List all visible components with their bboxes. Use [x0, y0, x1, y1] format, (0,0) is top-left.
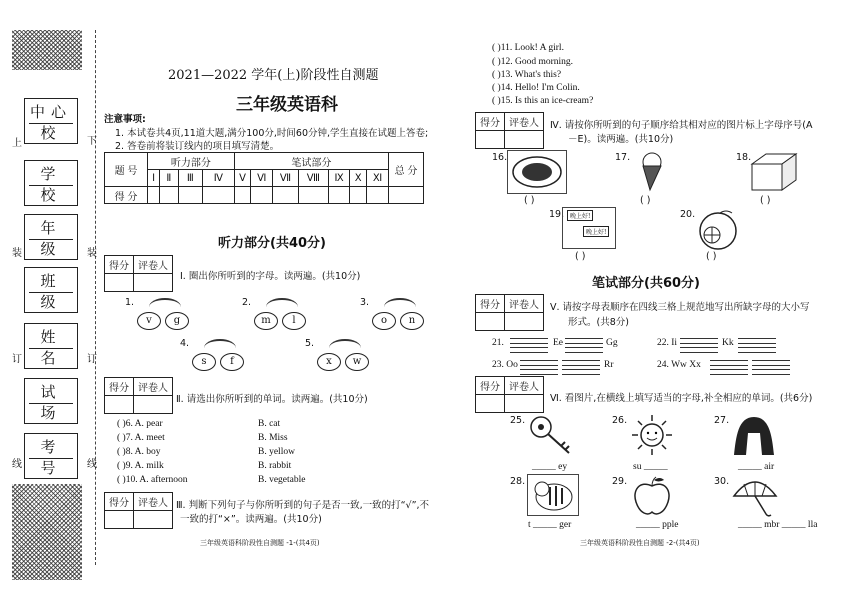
field-class[interactable]: 班 级	[24, 267, 78, 313]
margin-mark: 装	[12, 248, 22, 259]
binding-line	[95, 30, 96, 565]
sentence-item: ( )15. Is this an ice-cream?	[492, 96, 594, 106]
plate-food-picture	[507, 150, 567, 194]
sentence-item: ( )11. Look! A girl.	[492, 43, 564, 53]
writing-lines[interactable]	[710, 360, 748, 375]
writing-lines[interactable]	[562, 360, 600, 375]
notice-2: 2. 答卷前将装订线内的项目填写清楚。	[115, 141, 280, 152]
q2-option-a: ( )9. A. milk	[117, 461, 164, 471]
field-name[interactable]: 姓 名	[24, 323, 78, 369]
score-box-6[interactable]: 得分 评卷人	[475, 376, 544, 413]
writing-lines[interactable]	[680, 338, 718, 353]
q2-option-b: B. yellow	[258, 447, 295, 457]
q2-instruction: Ⅱ. 请选出你所听到的单词。读两遍。(共10分)	[176, 394, 368, 405]
cherry-pair[interactable]: x w	[315, 339, 375, 371]
margin-mark: 订	[87, 354, 97, 365]
greeting-picture: 晚上好! 晚上好!	[562, 207, 616, 249]
notice-title: 注意事项:	[104, 114, 146, 125]
field-exam-room[interactable]: 试 场	[24, 378, 78, 424]
q5-instruction-1: Ⅴ. 请按字母表顺序在四线三格上规范地写出所缺字母的大小写	[550, 302, 810, 313]
q2-option-a: ( )10. A. afternoon	[117, 475, 188, 485]
score-box-1[interactable]: 得分 评卷人	[104, 255, 173, 292]
sentence-item: ( )13. What's this?	[492, 70, 562, 80]
q2-option-a: ( )8. A. boy	[117, 447, 161, 457]
q2-option-b: B. rabbit	[258, 461, 292, 471]
field-center-school[interactable]: 中心校	[24, 98, 78, 144]
pattern-top	[12, 30, 82, 70]
score-box-3[interactable]: 得分 评卷人	[104, 492, 173, 529]
q2-option-b: B. cat	[258, 419, 281, 429]
q3-instruction-1: Ⅲ. 判断下列句子与你所听到的句子是否一致,一致的打“√”,不	[176, 500, 430, 511]
written-heading: 笔试部分(共60分)	[592, 276, 700, 291]
field-grade[interactable]: 年 级	[24, 214, 78, 260]
cherry-pair[interactable]: o n	[370, 298, 430, 330]
listening-heading: 听力部分(共40分)	[218, 236, 326, 251]
sentence-item: ( )14. Hello! I'm Colin.	[492, 83, 580, 93]
pattern-bottom	[12, 484, 82, 580]
apple-picture	[628, 474, 676, 518]
writing-lines[interactable]	[738, 338, 776, 353]
hair-picture	[730, 413, 778, 457]
margin-mark: 装	[87, 248, 97, 259]
sentence-item: ( )12. Good morning.	[492, 57, 574, 67]
cherry-pair[interactable]: m l	[252, 298, 312, 330]
page-footer-2: 三年级英语科阶段性自测题 -2-(共4页)	[580, 539, 700, 547]
writing-lines[interactable]	[520, 360, 558, 375]
page-footer-1: 三年级英语科阶段性自测题 -1-(共4页)	[200, 539, 320, 547]
q4-instruction-1: Ⅳ. 请按你所听到的句子顺序给其相对应的图片标上字母序号(A	[550, 120, 813, 131]
writing-lines[interactable]	[752, 360, 790, 375]
margin-mark: 上	[12, 138, 22, 149]
orange-picture	[694, 207, 746, 251]
q4-instruction-2: －E)。读两遍。(共10分)	[568, 134, 674, 145]
q2-option-b: B. vegetable	[258, 475, 306, 485]
q2-option-b: B. Miss	[258, 433, 288, 443]
writing-lines[interactable]	[565, 338, 603, 353]
year-title: 2021—2022 学年(上)阶段性自测题	[168, 68, 379, 83]
cherry-pair[interactable]: v g	[135, 298, 195, 330]
q6-instruction: Ⅵ. 看图片,在横线上填写适当的字母,补全相应的单词。(共6分)	[550, 393, 813, 404]
tiger-picture	[527, 474, 579, 516]
q5-instruction-2: 形式。(共8分)	[568, 317, 629, 328]
umbrella-picture	[730, 474, 780, 518]
writing-lines[interactable]	[510, 338, 548, 353]
q2-option-a: ( )7. A. meet	[117, 433, 165, 443]
margin-mark: 线	[87, 459, 97, 470]
q3-instruction-2: 一致的打“×”。读两遍。(共10分)	[180, 514, 322, 525]
key-picture	[527, 413, 575, 457]
margin-mark: 线	[12, 459, 22, 470]
cherry-pair[interactable]: s f	[190, 339, 250, 371]
field-exam-number[interactable]: 考 号	[24, 433, 78, 479]
q2-option-a: ( )6. A. pear	[117, 419, 163, 429]
margin-mark: 下	[87, 136, 97, 147]
notice-1: 1. 本试卷共4页,11道大题,满分100分,时间60分钟,学生直接在试题上答卷;	[115, 128, 429, 139]
field-school[interactable]: 学 校	[24, 160, 78, 206]
score-box-5[interactable]: 得分 评卷人	[475, 294, 544, 331]
box-picture	[748, 150, 800, 192]
score-summary-table: 题 号 听力部分 笔试部分 总 分 Ⅰ Ⅱ Ⅲ Ⅳ Ⅴ Ⅵ Ⅶ Ⅷ Ⅸ Ⅹ Ⅺ 得 分	[104, 152, 424, 204]
sun-picture	[628, 413, 676, 457]
margin-mark: 订	[12, 354, 22, 365]
score-box-2[interactable]: 得分 评卷人	[104, 377, 173, 414]
subject-title: 三年级英语科	[236, 95, 338, 115]
ice-cream-picture	[630, 150, 672, 192]
score-box-4[interactable]: 得分 评卷人	[475, 112, 544, 149]
q1-instruction: Ⅰ. 圈出你所听到的字母。读两遍。(共10分)	[180, 271, 361, 282]
